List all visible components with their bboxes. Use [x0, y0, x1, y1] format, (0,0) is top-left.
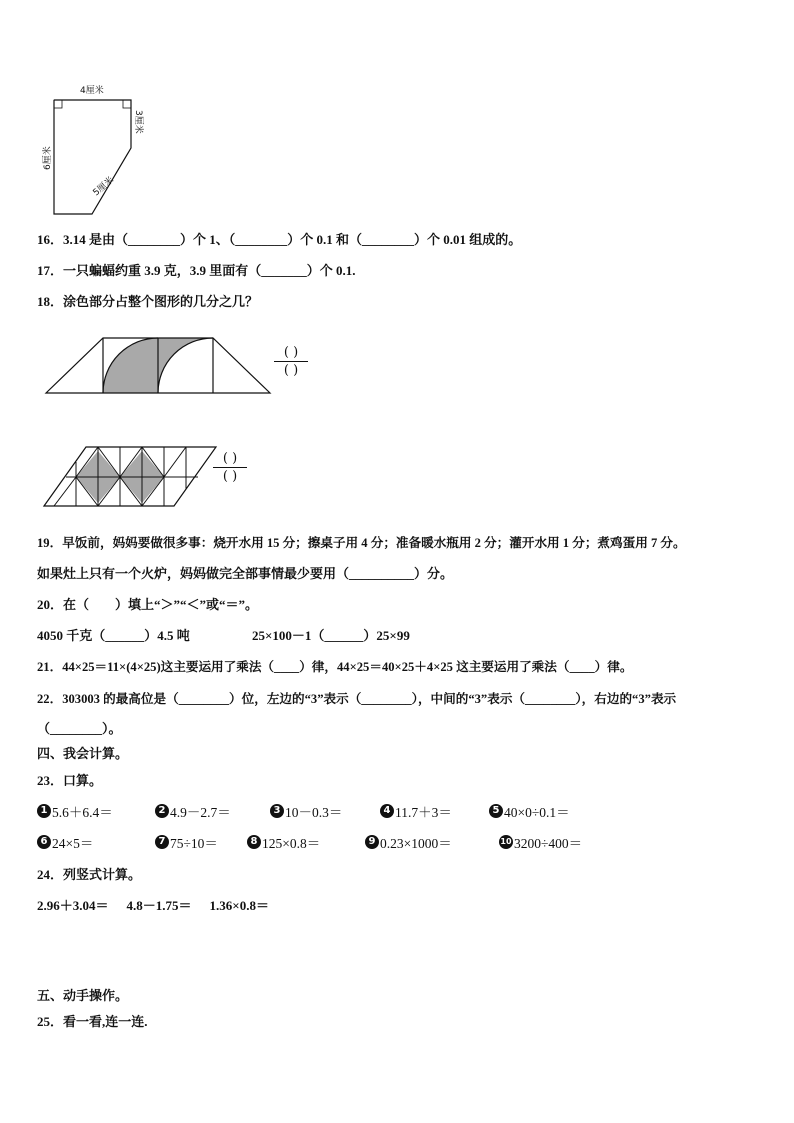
label-bottom: 5厘米	[91, 175, 117, 199]
number-badge: 1	[37, 804, 51, 818]
vertical-calc-1: 2.96＋3.04＝	[37, 898, 109, 913]
calc-expression: 3200÷400＝	[514, 836, 583, 851]
trapezoid-figure	[40, 332, 280, 398]
question-21: 21．44×25＝11×(4×25)这主要运用了乘法（____）律，44×25＝40×25＋4×25 这主要运用了乘法（____）律。	[37, 660, 633, 674]
calc-item	[155, 832, 247, 852]
calc-item	[37, 832, 155, 852]
calc-item	[37, 801, 155, 821]
question-24-expressions	[37, 895, 269, 914]
calc-expression: 4.9－2.7＝	[170, 805, 231, 820]
fraction-2-numerator: ( )	[222, 451, 238, 466]
number-badge: 2	[155, 804, 169, 818]
question-18: 18．涂色部分占整个图形的几分之几？	[37, 294, 259, 309]
number-badge: 7	[155, 835, 169, 849]
question-19-line1: 19．早饭前，妈妈要做很多事：烧开水用 15 分；擦桌子用 4 分；准备暖水瓶用 2 分；灌开水用 1 分；煮鸡蛋用 7 分。	[37, 536, 686, 550]
label-right: 3厘米	[133, 110, 143, 134]
vertical-calc-2: 4.8－1.75＝	[126, 898, 192, 913]
calc-item	[380, 801, 489, 821]
number-badge: 4	[380, 804, 394, 818]
calc-item	[489, 801, 570, 821]
number-badge: 6	[37, 835, 51, 849]
fraction-answer-1	[274, 345, 308, 378]
section-4-heading: 四、我会计算。	[37, 746, 129, 761]
question-22-line2: （________）。	[37, 721, 122, 736]
parallelogram-figure	[40, 443, 220, 509]
question-23: 23．口算。	[37, 773, 103, 788]
number-badge: 9	[365, 835, 379, 849]
number-badge: 10	[499, 835, 513, 849]
section-5-heading: 五、动手操作。	[37, 988, 129, 1003]
calc-expression: 125×0.8＝	[262, 836, 321, 851]
fraction-2-denominator: ( )	[222, 469, 238, 484]
calc-item	[247, 832, 365, 852]
number-badge: 5	[489, 804, 503, 818]
calc-item	[365, 832, 499, 852]
fraction-1-denominator: ( )	[283, 363, 299, 378]
calc-expression: 0.23×1000＝	[380, 836, 452, 851]
question-20-b: 25×100－1（______）25×99	[252, 628, 410, 643]
question-16: 16．3.14 是由（________）个 1、（________）个 0.1 和（________）个 0.01 组成的。	[37, 232, 522, 247]
shape-figure	[30, 78, 170, 218]
number-badge: 3	[270, 804, 284, 818]
question-17: 17．一只蝙蝠约重 3.9 克，3.9 里面有（_______）个 0.1.	[37, 263, 356, 278]
calc-item	[499, 832, 582, 852]
label-left: 6厘米	[43, 146, 53, 170]
calc-item	[270, 801, 380, 821]
calc-expression: 11.7＋3＝	[395, 805, 452, 820]
label-top: 4厘米	[80, 86, 104, 96]
calc-expression: 40×0÷0.1＝	[504, 805, 570, 820]
fraction-answer-2	[213, 451, 247, 484]
calc-expression: 10－0.3＝	[285, 805, 343, 820]
question-24: 24．列竖式计算。	[37, 867, 142, 882]
calc-expression: 75÷10＝	[170, 836, 218, 851]
fraction-1-numerator: ( )	[283, 345, 299, 360]
calc-item	[155, 801, 270, 821]
calc-expression: 5.6＋6.4＝	[52, 805, 113, 820]
question-19-line2: 如果灶上只有一个火炉，妈妈做完全部事情最少要用（__________）分。	[37, 566, 454, 581]
question-20: 20．在（ ）填上“＞”“＜”或“＝”。	[37, 597, 259, 612]
question-25: 25．看一看,连一连.	[37, 1014, 148, 1029]
number-badge: 8	[247, 835, 261, 849]
calc-row-1	[37, 801, 570, 821]
calc-expression: 24×5＝	[52, 836, 94, 851]
calc-row-2	[37, 832, 582, 852]
vertical-calc-3: 1.36×0.8＝	[209, 898, 269, 913]
question-20-a: 4050 千克（______）4.5 吨	[37, 628, 190, 643]
question-22-line1: 22．303003 的最高位是（________）位，左边的“3”表示（________），中间的“3”表示（________），右边的“3”表示	[37, 692, 677, 706]
